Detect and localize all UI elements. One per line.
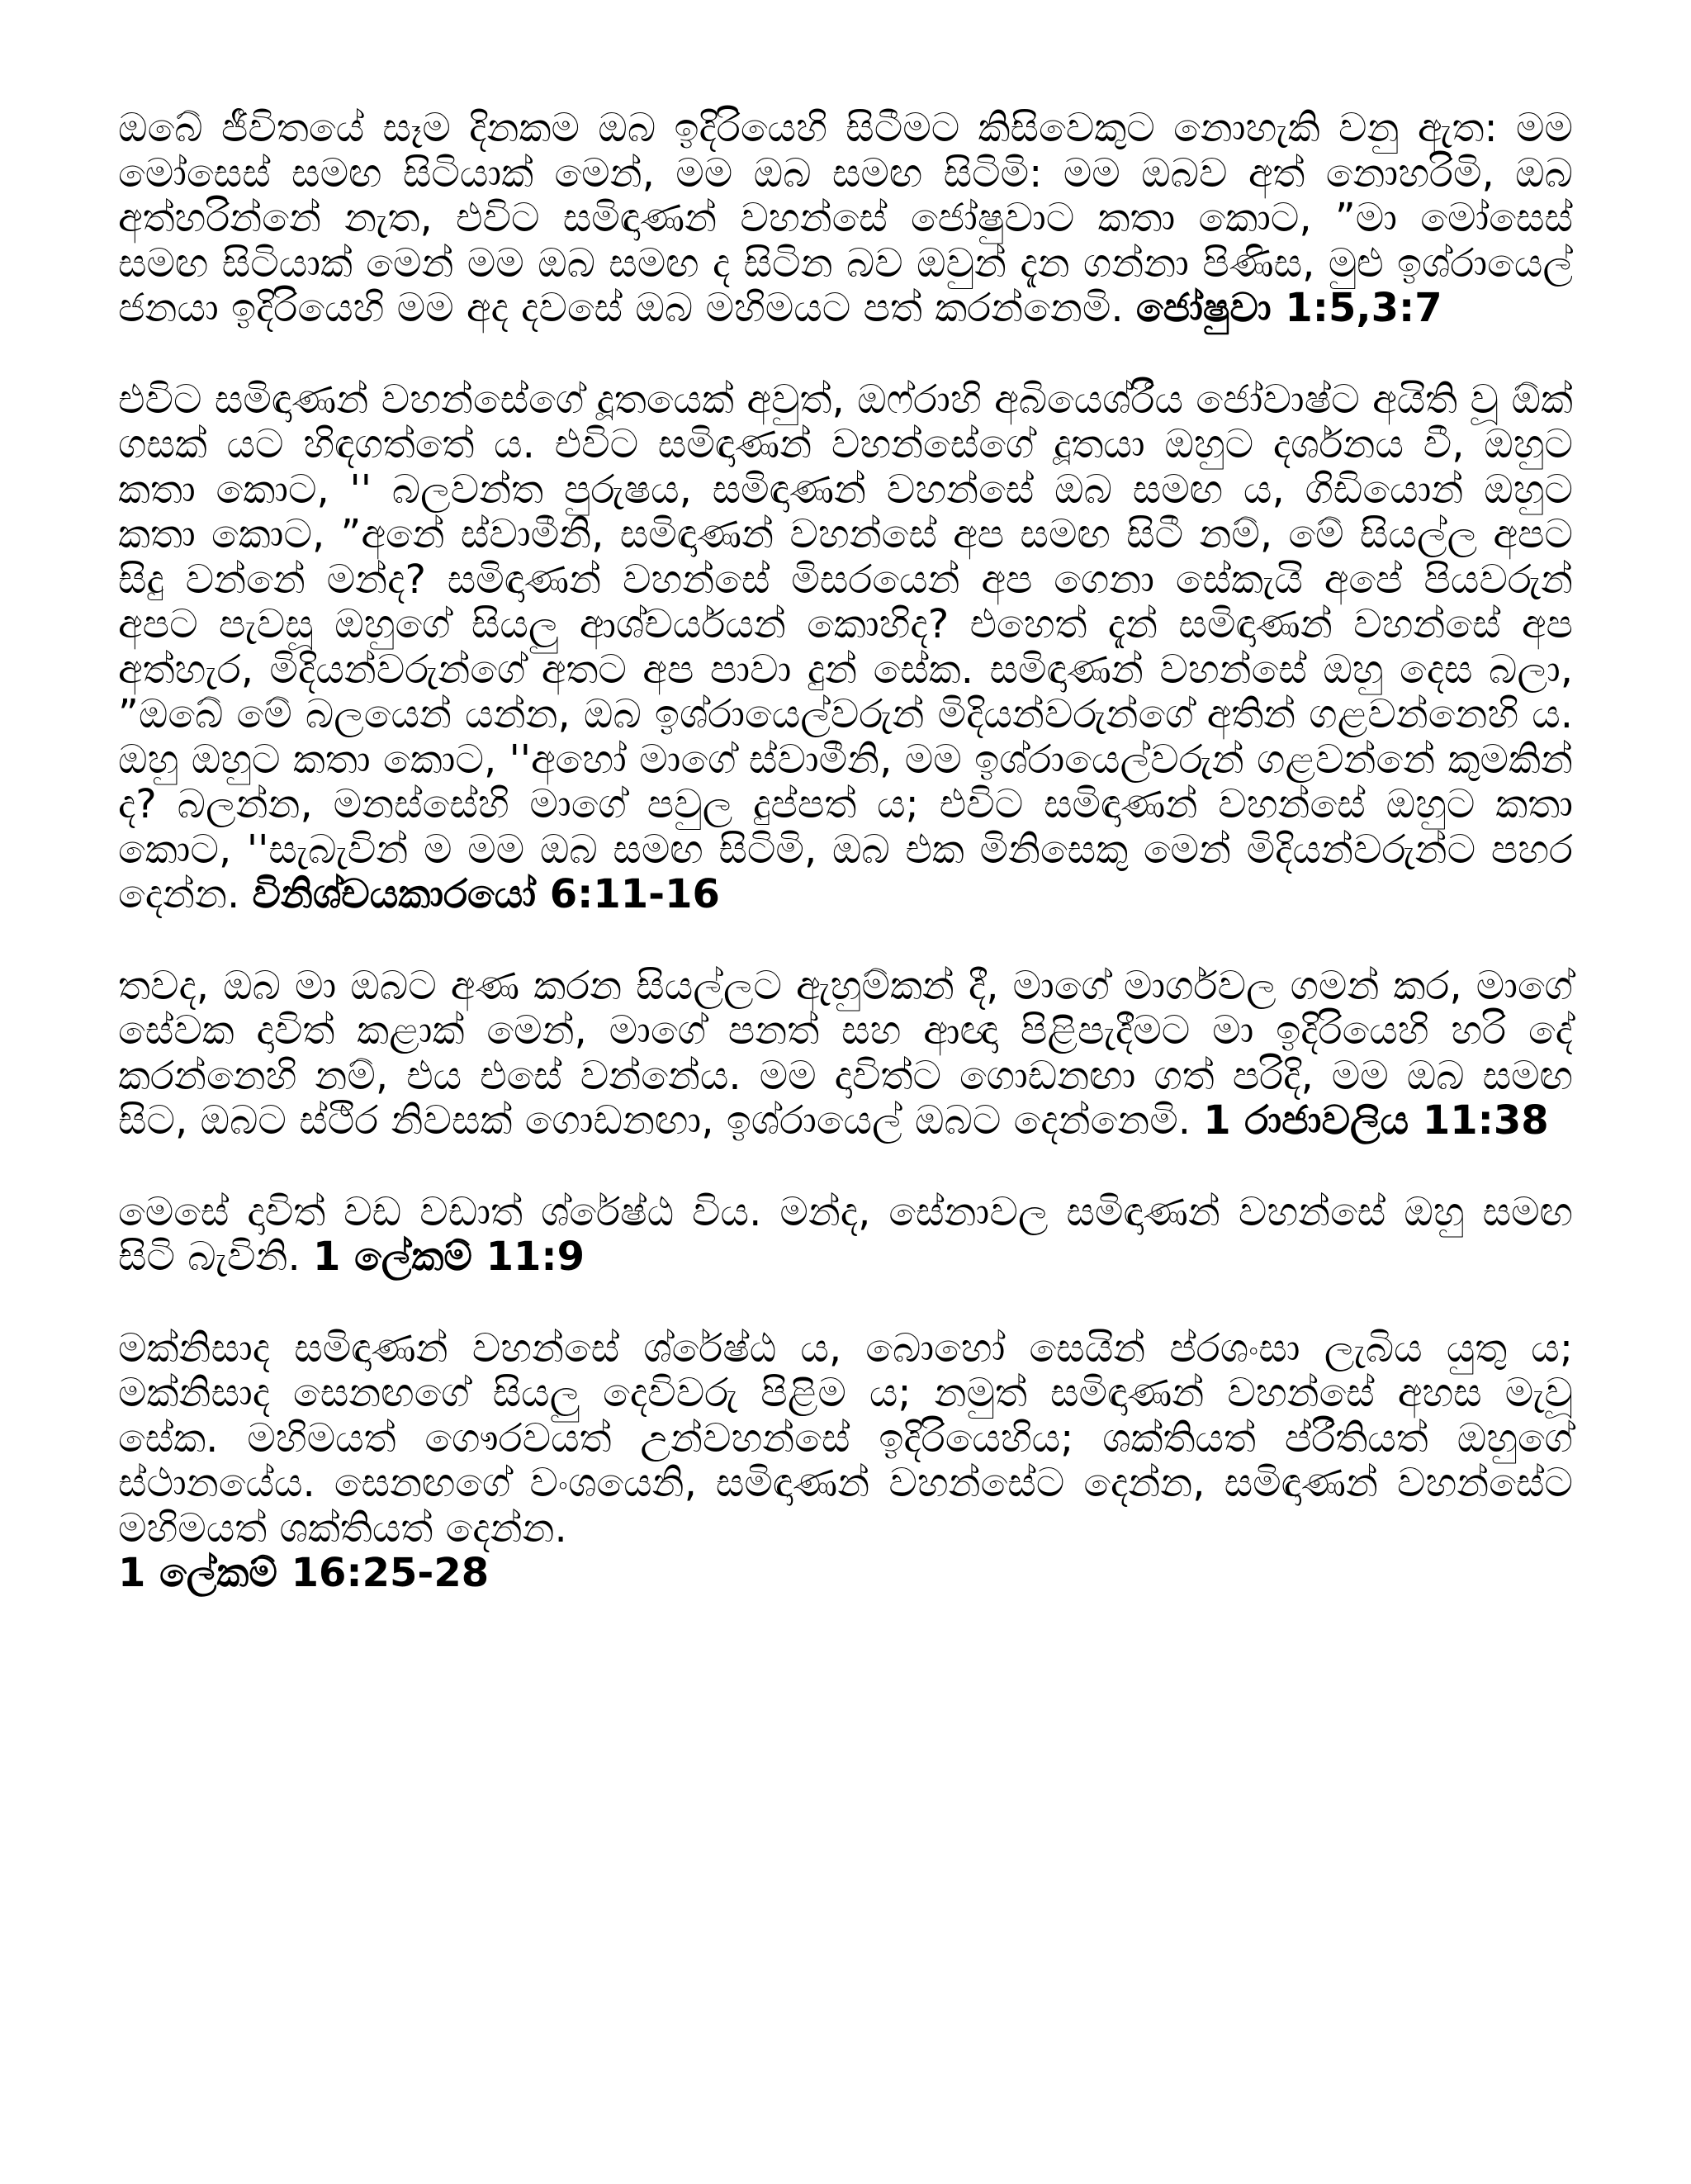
scripture-reference: ජෝෂුවා 1:5,3:7	[1135, 285, 1442, 331]
scripture-reference: 1 රාජාවලිය 11:38	[1203, 1097, 1549, 1144]
scripture-paragraph-4	[118, 1190, 1573, 1280]
document-page	[118, 106, 1573, 1642]
paragraph-text: මෙසේ දාවිත් වඩ වඩාත් ශ්රේෂ්ඨ විය. මන්ද, සේනාවල සමිඳාණන් වහන්සේ ඔහු සමඟ සිටි බැවිනි.	[118, 1188, 1573, 1280]
scripture-reference: විනිශ්චයකාරයෝ 6:11-16	[252, 871, 720, 917]
scripture-reference: 1 ලේකම් 16:25-28	[118, 1550, 490, 1596]
paragraph-text: ඔබේ ජීවිතයේ සෑම දිනකම ඔබ ඉදිරියෙහි සිටීමට කිසිවෙකුට නොහැකි වනු ඇත: මම මෝසෙස් සමඟ සිටියාක් මෙන්, මම ඔබ සමඟ සිටිමි: මම ඔබව අත් නොහරිමි, ඔබ අත්හරින්නේ නැත, එවිට සමිඳාණන් වහන්සේ ජෝෂුවාට කතා කොට, ”මා මෝසෙස් සමඟ සිටියාක් මෙන් මම ඔබ සමඟ ද සිටින බව ඔවුන් දැන ගන්නා පිණිස, මුළු ඉශ්රායෙල් ජනයා ඉදිරියෙහි මම අද දවසේ ඔබ මහිමයට පත් කරන්නෙමි.	[118, 105, 1573, 331]
scripture-paragraph-5	[118, 1326, 1573, 1596]
paragraph-text: මක්නිසාද සමිඳාණන් වහන්සේ ශ්රේෂ්ඨ ය, බොහෝ සෙයින් ප්රශංසා ලැබිය යුතු ය; මක්නිසාද සෙනඟගේ සියලු දෙවිවරු පිළිම ය; නමුත් සමිඳාණන් වහන්සේ අහස මැවූ සේක. මහිමයත් ගෞරවයත් උන්වහන්සේ ඉදිරියෙහිය; ශක්තියත් ප්රීතියත් ඔහුගේ ස්ථානයේය. සෙනඟගේ වංශයෙනි, සමිඳාණන් වහන්සේට දෙන්න, සමිඳාණන් වහන්සේට මහිමයත් ශක්තියත් දෙන්න.	[118, 1324, 1573, 1552]
paragraph-text: එවිට සමිඳාණන් වහන්සේගේ දූතයෙක් අවුත්, ඔෆ්රාහි අබියෙශ්රීය ජෝවාෂ්ට අයිති වූ ඕක් ගසක් යට හිඳගත්තේ ය. එවිට සමිඳාණන් වහන්සේගේ දූතයා ඔහුට දර්ශනය වී, ඔහුට කතා කොට, '' බලවන්ත පුරුෂය, සමිඳාණන් වහන්සේ ඔබ සමඟ ය, ගිඩියොන් ඔහුට කතා කොට, ”අනේ ස්වාමීනි, සමිඳාණන් වහන්සේ අප සමඟ සිටී නම්, මේ සියල්ල අපට සිදු වන්නේ මන්ද? සමිඳාණන් වහන්සේ මිසරයෙන් අප ගෙනා සේකැයි අපේ පියවරුන් අපට පැවසූ ඔහුගේ සියලු ආශ්චර්යයන් කොහිද? එහෙත් දැන් සමිඳාණන් වහන්සේ අප අත්හැර, මිදියන්වරුන්ගේ අතට අප පාවා දුන් සේක. සමිඳාණන් වහන්සේ ඔහු දෙස බලා, ”ඔබේ මේ බලයෙන් යන්න, ඔබ ඉශ්රායෙල්වරුන් මිදියන්වරුන්ගේ අතින් ගළවන්නෙහි ය. ඔහු ඔහුට කතා කොට, ''අහෝ මාගේ ස්වාමීනි, මම ඉශ්රායෙල්වරුන් ගළවන්නේ කුමකින් ද? බලන්න, මනස්සේහි මාගේ පවුල දුප්පත් ය; එවිට සමිඳාණන් වහන්සේ ඔහුට කතා කොට, ''සැබැවින් ම මම ඔබ සමඟ සිටිමි, ඔබ එක මිනිසෙකු මෙන් මිදියන්වරුන්ට පහර දෙන්න.	[118, 376, 1573, 917]
scripture-paragraph-2	[118, 377, 1573, 917]
scripture-reference: 1 ලේකම් 11:9	[313, 1234, 585, 1280]
scripture-paragraph-3	[118, 964, 1573, 1144]
paragraph-text: තවද, ඔබ මා ඔබට අණ කරන සියල්ලට ඇහුම්කන් දී, මාගේ මාර්ගවල ගමන් කර, මාගේ සේවක දාවිත් කළාක් මෙන්, මාගේ පනත් සහ ආඥා පිළිපැදීමට මා ඉදිරියෙහි හරි දේ කරන්නෙහි නම්, එය එසේ වන්නේය. මම දාවිත්ට ගොඩනඟා ගත් පරිදි, මම ඔබ සමඟ සිට, ඔබට ස්ථිර නිවසක් ගොඩනඟා, ඉශ්රායෙල් ඔබට දෙන්නෙමි.	[118, 962, 1573, 1144]
scripture-paragraph-1	[118, 106, 1573, 331]
